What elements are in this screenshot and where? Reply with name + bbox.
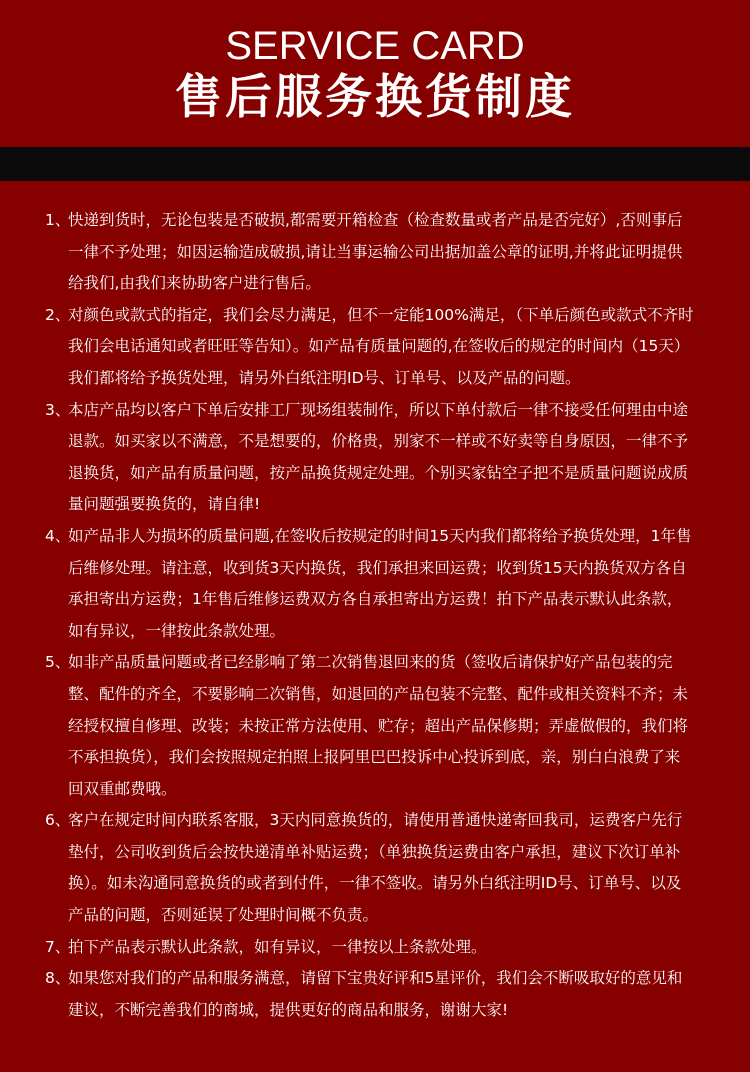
term-number: 4、 [45, 526, 71, 545]
term-7 [0, 932, 750, 964]
term-number: 3、 [45, 400, 71, 419]
term-5 [0, 647, 750, 805]
term-text: 拍下产品表示默认此条款，如有异议，一律按以上条款处理。 [68, 937, 487, 956]
term-text: 如产品非人为损坏的质量问题,在签收后按规定的时间15天内我们都将给予换货处理，1年售后维修处理。请注意，收到货3天内换货，我们承担来回运费；收到货15天内换货双方各自承担寄出方运费；1年售后维修运费双方各自承担寄出方运费！拍下产品表示默认此条款，如有异议，一律按此条款处理。 [68, 526, 692, 640]
term-number: 6、 [45, 811, 71, 830]
terms-list [0, 205, 750, 1026]
term-text: 如果您对我们的产品和服务满意，请留下宝贵好评和5星评价，我们会不断吸取好的意见和建议，不断完善我们的商城，提供更好的商品和服务，谢谢大家! [68, 969, 683, 1019]
term-8 [0, 963, 750, 1026]
term-2 [0, 300, 750, 395]
black-divider-band [0, 147, 750, 181]
term-3 [0, 395, 750, 521]
header [0, 0, 750, 147]
term-number: 8、 [45, 969, 71, 988]
term-text: 快递到货时，无论包装是否破损,都需要开箱检查（检查数量或者产品是否完好）,否则事后一律不予处理；如因运输造成破损,请让当事运输公司出据加盖公章的证明,并将此证明提供给我们,由我们来协助客户进行售后。 [68, 211, 683, 293]
term-text: 对颜色或款式的指定，我们会尽力满足，但不一定能100%满足，（下单后颜色或款式不齐时我们会电话通知或者旺旺等告知）。如产品有质量问题的,在签收后的规定的时间内（15天）我们都将给予换货处理，请另外白纸注明ID号、订单号、以及产品的问题。 [68, 305, 694, 387]
term-number: 1、 [45, 211, 71, 229]
term-number: 2、 [45, 305, 71, 324]
term-6 [0, 805, 750, 931]
title-chinese: 售后服务换货制度 [175, 70, 575, 125]
term-text: 本店产品均以客户下单后安排工厂现场组装制作，所以下单付款后一律不接受任何理由中途退款。如买家以不满意，不是想要的，价格贵，别家不一样或不好卖等自身原因，一律不予退换货，如产品有质量问题，按产品换货规定处理。个别买家钻空子把不是质量问题说成质量问题强要换货的，请自律! [68, 400, 689, 514]
term-1 [0, 205, 750, 300]
term-number: 5、 [45, 653, 71, 672]
term-text: 客户在规定时间内联系客服，3天内同意换货的，请使用普通快递寄回我司，运费客户先行垫付，公司收到货后会按快递清单补贴运费；（单独换货运费由客户承担，建议下次订单补换）。如未沟通同意换货的或者到付件，一律不签收。请另外白纸注明ID号、订单号、以及产品的问题，否则延误了处理时间概不负责。 [68, 811, 683, 925]
term-text: 如非产品质量问题或者已经影响了第二次销售退回来的货（签收后请保护好产品包装的完整、配件的齐全，不要影响二次销售，如退回的产品包装不完整、配件或相关资料不齐；未经授权擅自修理、改装；未按正常方法使用、贮存；超出产品保修期；弄虚做假的，我们将不承担换货），我们会按照规定拍照上报阿里巴巴投诉中心投诉到底，亲，别白白浪费了来回双重邮费哦。 [68, 653, 689, 798]
title-english: SERVICE CARD [225, 24, 525, 68]
term-number: 7、 [45, 937, 71, 956]
term-4 [0, 521, 750, 647]
